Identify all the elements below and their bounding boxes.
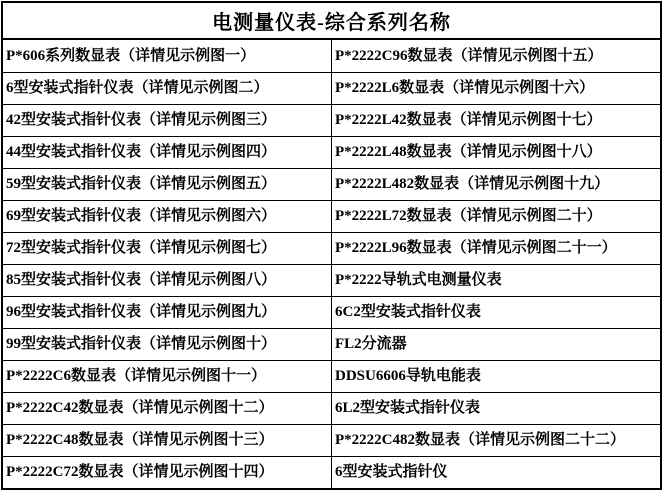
table-cell: P*2222C6数显表（详情见示例图十一） <box>3 360 331 392</box>
table-cell: 6L2型安装式指针仪表 <box>331 392 660 424</box>
table-cell: 72型安装式指针仪表（详情见示例图七） <box>3 232 331 264</box>
product-series-table <box>1 1 662 490</box>
table-cell: 69型安装式指针仪表（详情见示例图六） <box>3 200 331 232</box>
table-cell: P*2222L6数显表（详情见示例图十六） <box>331 72 660 104</box>
table-cell: P*606系列数显表（详情见示例图一） <box>6 47 256 64</box>
table-cell: P*2222L48数显表（详情见示例图十八） <box>331 136 660 168</box>
table-cell: P*2222L482数显表（详情见示例图十九） <box>331 168 660 200</box>
table-cell: P*2222导轨式电测量仪表 <box>331 264 660 296</box>
table-cell: 99型安装式指针仪表（详情见示例图十） <box>3 328 331 360</box>
table-cell: FL2分流器 <box>331 328 660 360</box>
table-cell: 42型安装式指针仪表（详情见示例图三） <box>3 104 331 136</box>
table-cell: P*2222C482数显表（详情见示例图二十二） <box>331 424 660 456</box>
table-cell: P*2222L42数显表（详情见示例图十七） <box>331 104 660 136</box>
table-cell: P*2222C48数显表（详情见示例图十三） <box>3 424 331 456</box>
table-cell: P*2222L72数显表（详情见示例图二十） <box>331 200 660 232</box>
table-cell: P*2222C96数显表（详情见示例图十五） <box>331 40 660 72</box>
table-cell: 96型安装式指针仪表（详情见示例图九） <box>3 296 331 328</box>
table-cell: P*2222C72数显表（详情见示例图十四） <box>3 456 331 488</box>
table-cell: DDSU6606导轨电能表 <box>331 360 660 392</box>
table-title: 电测量仪表-综合系列名称 <box>3 3 660 40</box>
table-body <box>3 40 660 488</box>
table-cell: P*2222C42数显表（详情见示例图十二） <box>3 392 331 424</box>
table-cell: 6C2型安装式指针仪表 <box>331 296 660 328</box>
table-cell: P*2222L96数显表（详情见示例图二十一） <box>331 232 660 264</box>
table-cell: 6型安装式指针仪表（详情见示例图二） <box>3 72 331 104</box>
table-cell: 44型安装式指针仪表（详情见示例图四） <box>3 136 331 168</box>
table-cell: 85型安装式指针仪表（详情见示例图八） <box>3 264 331 296</box>
table-cell: 59型安装式指针仪表（详情见示例图五） <box>3 168 331 200</box>
table-cell: 6型安装式指针仪 <box>331 456 660 488</box>
